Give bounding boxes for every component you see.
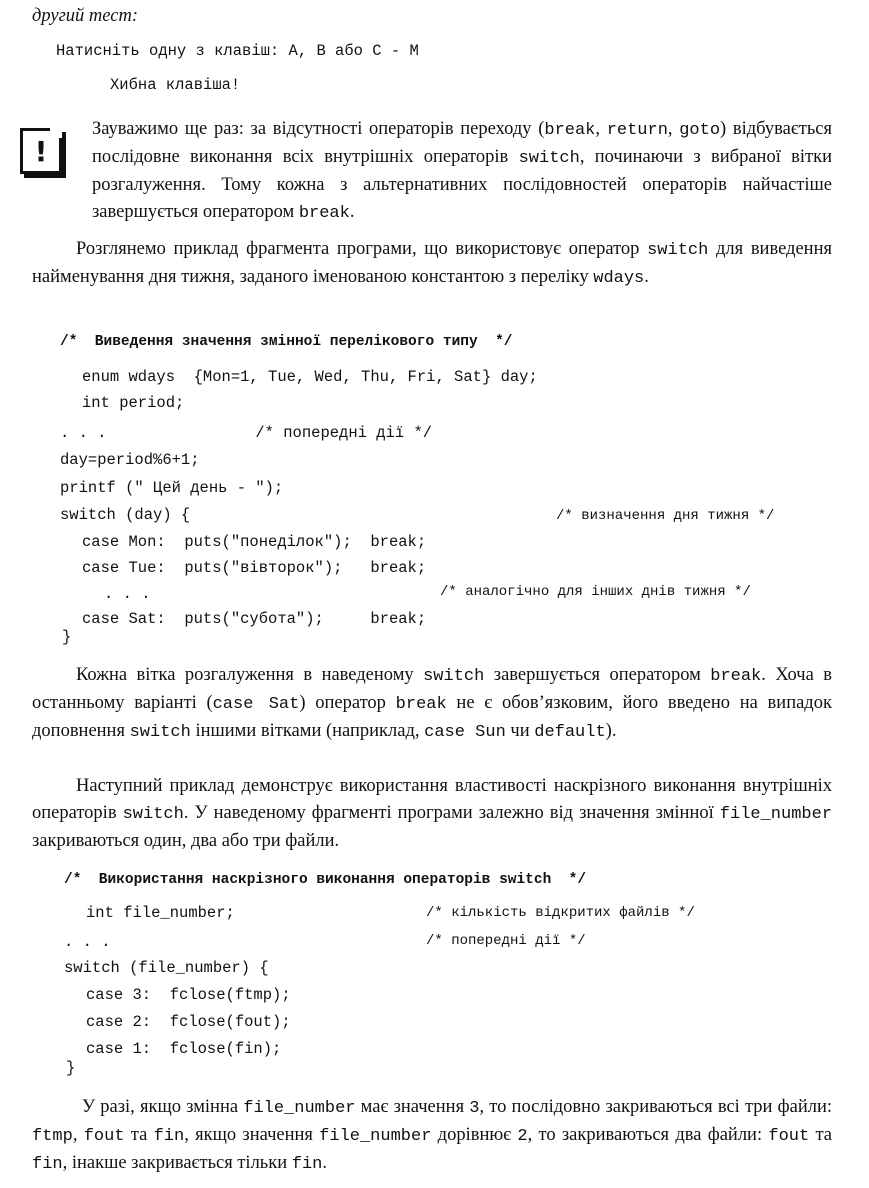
- note-paragraph: Зауважимо ще раз: за відсутності операторів переходу (break, return, goto) відбувається послідовне виконання всіх внутрішніх операторів switch, починаючи з вибраної вітки розгалуження. Тому кожна з альтернативних послідовностей операторів найчастіше завершується оператором break.: [92, 119, 833, 223]
- code-line: case 3: fclose(ftmp);: [86, 986, 291, 1004]
- code-line: int period;: [82, 394, 185, 412]
- code-line: case 1: fclose(fin);: [86, 1040, 282, 1058]
- code-line: case Tue: puts("вівторок"); break;: [82, 559, 427, 577]
- code-line: case Mon: puts("понеділок"); break;: [82, 533, 427, 551]
- paragraph-break-explanation: Кожна вітка розгалуження в наведеному switch завершується оператором break. Хоча в останньому варіанті (case Sat) оператор break не є обов’язковим, його введено на випадок доповнення switch іншими вітками (наприклад, case Sun чи default).: [32, 665, 833, 742]
- code-line: printf (" Цей день - ");: [60, 479, 284, 497]
- code-line: case Sat: puts("субота"); break;: [82, 610, 427, 628]
- code-line: day=period%6+1;: [60, 451, 200, 469]
- code-line: switch (file_number) {: [64, 959, 269, 977]
- code-comment: /* попередні дії */: [426, 933, 586, 949]
- code-line: }: [66, 1059, 76, 1077]
- output-prompt: Натисніть одну з клавіш: A, B або C - M: [56, 42, 419, 60]
- code-comment: /* кількість відкритих файлів */: [426, 905, 695, 921]
- section-heading: другий тест:: [32, 6, 138, 26]
- code-line: /* Виведення значення змінної перелікового типу */: [60, 334, 513, 350]
- code-line: . . . /* попередні дії */: [60, 424, 433, 442]
- paragraph-fallthrough-result: У разі, якщо змінна file_number має значення 3, то послідовно закриваються всі три файли: ftmp, fout та fin, якщо значення file_number дорівнює 2, то закриваються два файли: fout та fin, інакше закривається тільки fin.: [32, 1097, 832, 1174]
- code-line: enum wdays {Mon=1, Tue, Wed, Thu, Fri, Sat} day;: [82, 368, 538, 386]
- code-line: . . .: [104, 585, 151, 603]
- output-error: Хибна клавіша!: [110, 76, 241, 94]
- code-line: int file_number;: [86, 904, 235, 922]
- exclamation-icon: !: [20, 128, 62, 174]
- code-line: }: [62, 628, 72, 646]
- code-comment: /* аналогічно для інших днів тижня */: [440, 584, 751, 600]
- code-line: . . .: [64, 933, 111, 951]
- code-line: switch (day) {: [60, 506, 191, 524]
- paragraph-fallthrough-intro: Наступний приклад демонструє використання властивості наскрізного виконання внутрішніх операторів switch. У наведеному фрагменті програми залежно від значення змінної file_number закриваються один, два або три файли.: [32, 776, 833, 851]
- code-line: /* Використання наскрізного виконання операторів switch */: [64, 872, 587, 888]
- code-comment: /* визначення дня тижня */: [556, 508, 775, 524]
- paragraph-switch-intro: Розглянемо приклад фрагмента програми, що використовує оператор switch для виведення найменування дня тижня, заданого іменованою константою з переліку wdays.: [32, 239, 832, 288]
- code-line: case 2: fclose(fout);: [86, 1013, 291, 1031]
